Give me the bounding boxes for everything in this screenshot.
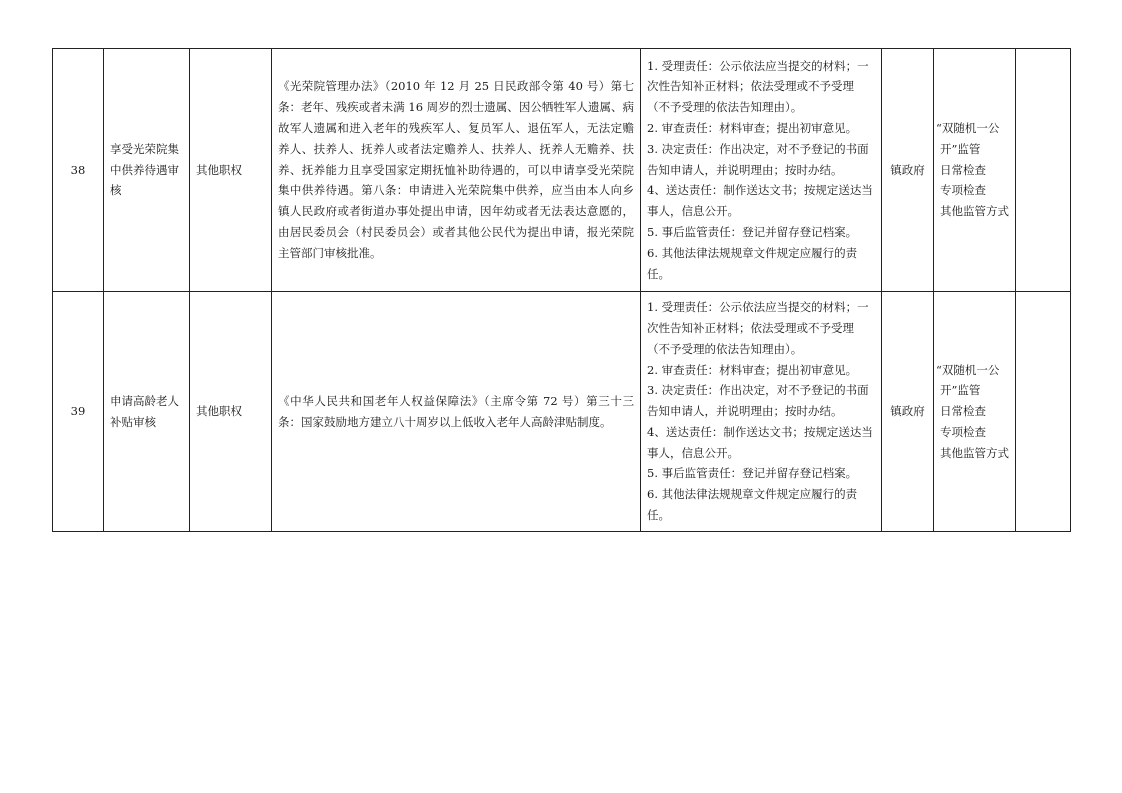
item-name: 享受光荣院集中供养待遇审核 xyxy=(104,49,190,292)
responsible-subject: 镇政府 xyxy=(882,49,934,292)
supervision-method: 日常检查 xyxy=(940,404,986,419)
supervision-method: 专项检查 xyxy=(940,424,986,439)
supervision-method: 其他监管方式 xyxy=(940,445,1009,460)
responsibility-item: 1. 受理责任：公示依法应当提交的材料；一次性告知补正材料；依法受理或不予受理（不予受理的依法告知理由）。 xyxy=(647,58,869,115)
power-type: 其他职权 xyxy=(190,292,272,532)
responsibility-item: 6. 其他法律法规规章文件规定应履行的责任。 xyxy=(647,245,858,281)
table-row xyxy=(53,292,1071,532)
remark-cell xyxy=(1016,49,1071,292)
responsibility-item: 5. 事后监管责任：登记并留存登记档案。 xyxy=(647,466,858,481)
responsibility-list xyxy=(641,292,882,532)
supervision-method: “双随机一公开”监管 xyxy=(936,362,1000,398)
remark-cell xyxy=(1016,292,1071,532)
item-name: 申请高龄老人补贴审核 xyxy=(104,292,190,532)
power-type: 其他职权 xyxy=(190,49,272,292)
supervision-method: 日常检查 xyxy=(940,162,986,177)
responsibility-item: 6. 其他法律法规规章文件规定应履行的责任。 xyxy=(647,487,858,523)
power-list-table xyxy=(52,48,1071,532)
supervision-method: 专项检查 xyxy=(940,183,986,198)
table-row xyxy=(53,49,1071,292)
responsibility-item: 1. 受理责任：公示依法应当提交的材料；一次性告知补正材料；依法受理或不予受理（不予受理的依法告知理由）。 xyxy=(647,300,869,356)
responsibility-item: 5. 事后监管责任：登记并留存登记档案。 xyxy=(647,224,858,239)
responsibility-list xyxy=(641,49,882,292)
legal-basis: 《光荣院管理办法》（2010 年 12 月 25 日民政部令第 40 号）第七条：老年、残疾或者未满 16 周岁的烈士遗属、因公牺牲军人遗属、病故军人遗属和进入老年的残疾军人、复员军人、退伍军人，无法定赡养人、扶养人、抚养人或者法定赡养人、扶养人、抚养人无赡养、扶养、抚养能力且享受国家定期抚恤补助待遇的，可以申请享受光荣院集中供养待遇。第八条：申请进入光荣院集中供养，应当由本人向乡镇人民政府或者街道办事处提出申请，因年幼或者无法表达意愿的，由居民委员会（村民委员会）或者其他公民代为提出申请，报光荣院主管部门审核批准。 xyxy=(272,49,641,292)
supervision-methods xyxy=(934,292,1016,532)
row-number: 38 xyxy=(53,49,104,292)
supervision-method: 其他监管方式 xyxy=(940,204,1009,219)
responsibility-item: 3. 决定责任：作出决定，对不予登记的书面告知申请人，并说明理由；按时办结。 xyxy=(647,383,869,419)
responsibility-item: 2. 审查责任：材料审查；提出初审意见。 xyxy=(647,362,858,377)
supervision-method: “双随机一公开”监管 xyxy=(936,121,1000,156)
row-number: 39 xyxy=(53,292,104,532)
responsibility-item: 3. 决定责任：作出决定，对不予登记的书面告知申请人，并说明理由；按时办结。 xyxy=(647,141,869,177)
responsibility-item: 4、送达责任：制作送达文书；按规定送达当事人，信息公开。 xyxy=(647,424,873,460)
responsibility-item: 4、送达责任：制作送达文书；按规定送达当事人，信息公开。 xyxy=(647,183,873,219)
legal-basis: 《中华人民共和国老年人权益保障法》（主席令第 72 号）第三十三条：国家鼓励地方建立八十周岁以上低收入老年人高龄津贴制度。 xyxy=(272,292,641,532)
supervision-methods xyxy=(934,49,1016,292)
responsibility-item: 2. 审查责任：材料审查；提出初审意见。 xyxy=(647,121,858,135)
responsible-subject: 镇政府 xyxy=(882,292,934,532)
